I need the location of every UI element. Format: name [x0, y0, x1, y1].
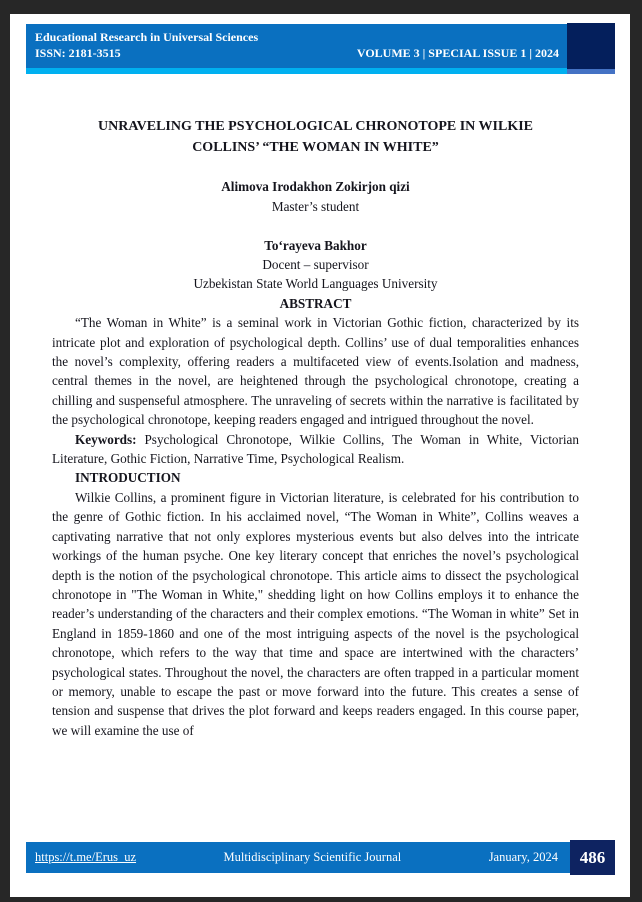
- author2-affiliation: Uzbekistan State World Languages University: [193, 276, 438, 292]
- keywords-text: Psychological Chronotope, Wilkie Collins, The Woman in White, Victorian Literature, Gothic Fiction, Narrative Time, Psychological Realism.: [52, 431, 579, 467]
- journal-issn: ISSN: 2181-3515: [35, 46, 121, 60]
- author2-name: To‘rayeva Bakhor: [264, 237, 367, 253]
- page-number-box: [570, 840, 615, 875]
- introduction-heading: INTRODUCTION: [75, 470, 181, 486]
- author1-name: Alimova Irodakhon Zokirjon qizi: [221, 179, 410, 195]
- document-page: [10, 14, 630, 897]
- page-number: 486: [579, 847, 606, 867]
- author1-role: Master’s student: [271, 198, 360, 214]
- article-content: [52, 116, 579, 740]
- journal-name: Educational Research in Universal Sciences: [35, 30, 259, 44]
- telegram-link[interactable]: https://t.me/Erus_uz: [35, 850, 137, 864]
- header-cyan-strip: [26, 68, 567, 74]
- footer-band: [26, 842, 570, 873]
- article-title: UNRAVELING THE PSYCHOLOGICAL CHRONOTOPE IN WILKIE COLLINS’ “THE WOMAN IN WHITE”: [97, 119, 533, 155]
- header-band: [26, 24, 567, 68]
- header-navy-underline: [567, 69, 615, 74]
- introduction-paragraph: Wilkie Collins, a prominent figure in Victorian literature, is celebrated for his contribution to the genre of Gothic fiction. In his acclaimed novel, “The Woman in White”, Collins weaves a captivating narrative that not only explores mysterious events but also delves into the intricate workings of the human psyche. One key literary concept that enriches the novel’s psychological depth is the notion of the psychological chronotope. This article aims to dissect the psychological chronotope in "The Woman in White," shedding light on how Collins employs it to enhance the reader’s understanding of the characters and their complex emotions. “The Woman in white” Set in England in 1859-1860 and one of the most intriguing aspects of the novel is the psychological chronotope, which refers to the way that time and space are intertwined with the characters’ psychological states. Throughout the novel, the characters are often trapped in a particular moment or memory, unable to escape the past or move forward into the future. This creates a sense of tension and suspense that drives the plot forward and keeps readers engaged. In this course paper, we will examine the use of: [52, 489, 579, 738]
- footer-journal-type: Multidisciplinary Scientific Journal: [223, 850, 402, 864]
- author2-role: Docent – supervisor: [262, 257, 369, 272]
- volume-issue: VOLUME 3 | SPECIAL ISSUE 1 | 2024: [356, 46, 559, 60]
- header-navy-block: [567, 23, 615, 69]
- abstract-paragraph: “The Woman in White” is a seminal work in Victorian Gothic fiction, characterized by its intricate plot and exploration of psychological depth. Collins’ use of dual temporalities enhances the novel’s complexity, offering readers a multifaceted view of events.Isolation and madness, central themes in the novel, are heightened through the psychological chronotope, creating a chilling and suspenseful atmosphere. The unraveling of secrets within the narrative is facilitated by the psychological chronotope, keeping readers engaged and intrigued throughout the novel.: [52, 315, 579, 428]
- keywords-paragraph: [52, 430, 579, 469]
- footer-date: January, 2024: [488, 850, 558, 864]
- keywords-label: Keywords:: [75, 431, 137, 447]
- abstract-heading: ABSTRACT: [279, 295, 352, 311]
